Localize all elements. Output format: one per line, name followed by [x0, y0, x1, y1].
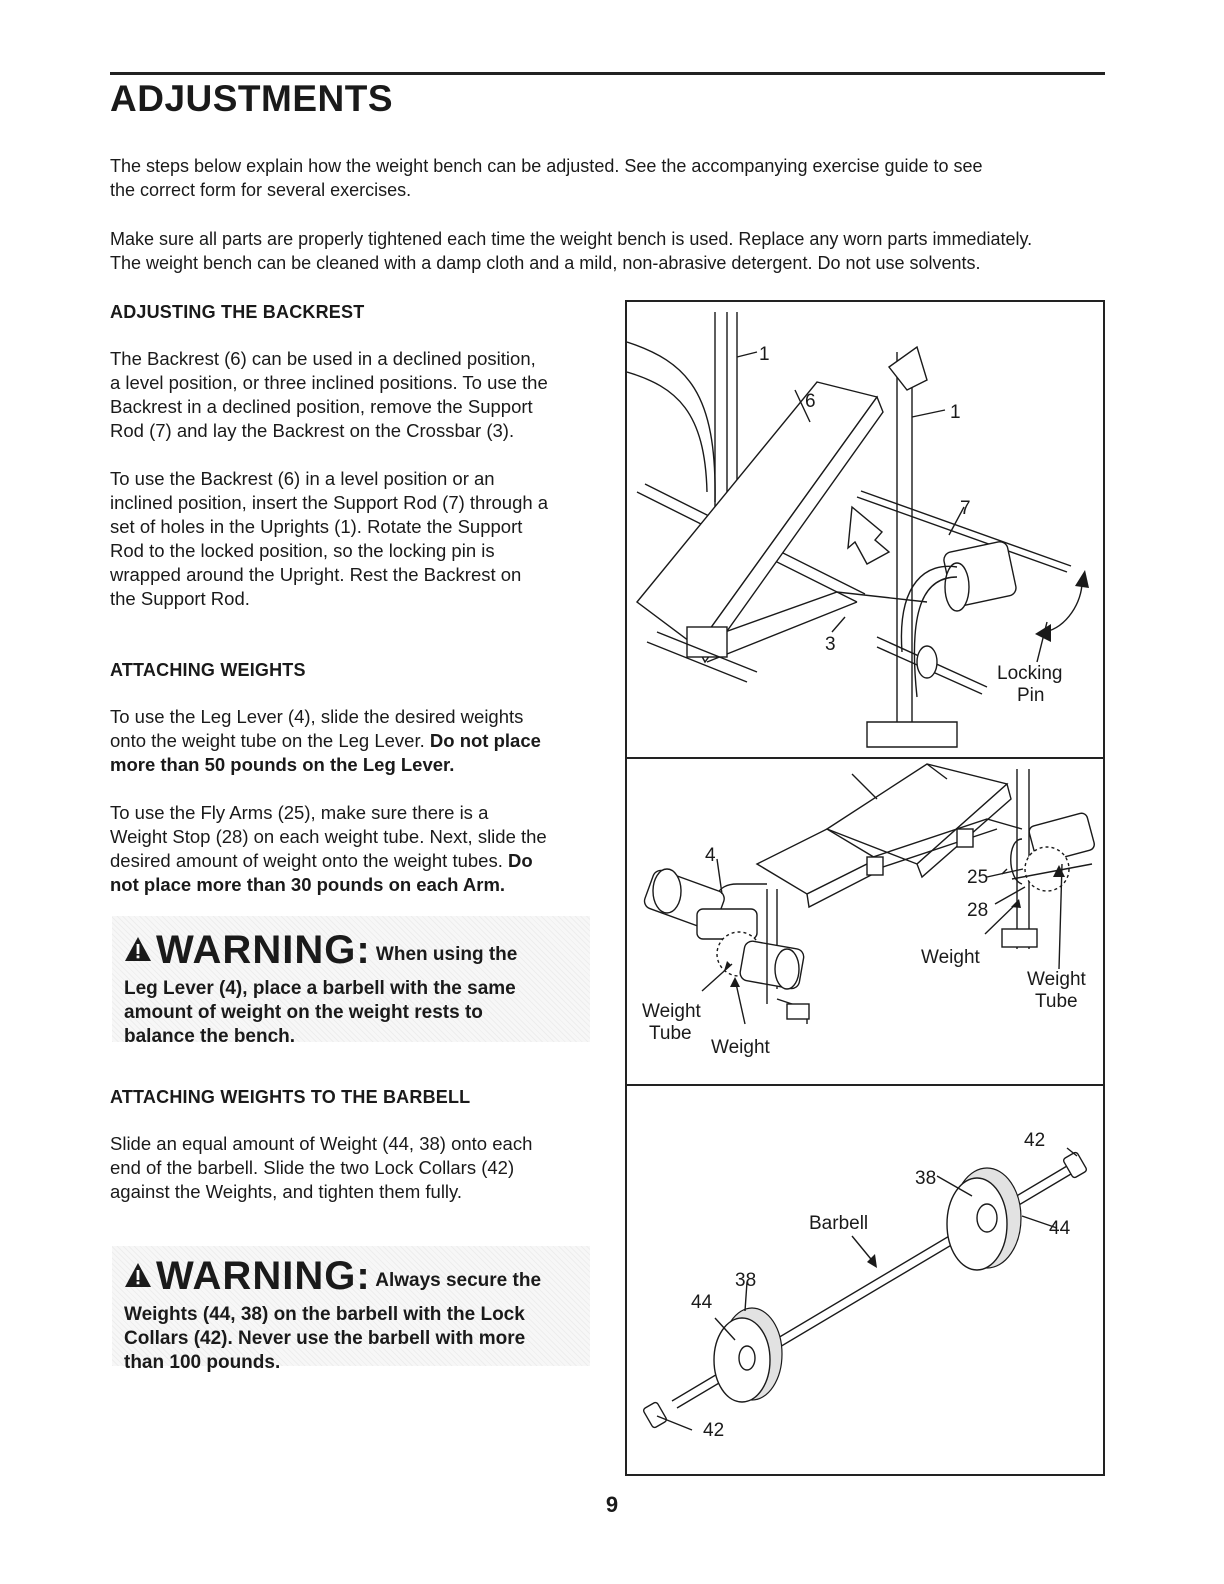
text-line: Weight Stop (28) on each weight tube. Next, slide the [110, 826, 547, 847]
intro-paragraph-1 [110, 154, 1100, 202]
part-label-28: 28 [967, 900, 989, 921]
part-label-3: 3 [825, 634, 836, 655]
text-line: onto the weight tube on the Leg Lever. [110, 730, 425, 751]
weights-heading: ATTACHING WEIGHTS [110, 660, 306, 680]
part-label-4: 4 [705, 845, 716, 866]
text-line: Rod (7) and lay the Backrest on the Crossbar (3). [110, 420, 515, 441]
caution-text: not place more than 30 pounds on each Arm. [110, 874, 506, 895]
text-line: against the Weights, and tighten them fully. [110, 1181, 463, 1202]
warning-box-barbell [112, 1246, 590, 1373]
leg-lever-illustration [627, 759, 1103, 1084]
part-label-42: 42 [1024, 1130, 1046, 1151]
backrest-illustration [627, 302, 1103, 757]
intro-line: The steps below explain how the weight bench can be adjusted. See the accompanying exercise guide to see [110, 156, 983, 176]
part-label-6: 6 [805, 391, 816, 412]
text-line: Slide an equal amount of Weight (44, 38) onto each [110, 1133, 533, 1154]
barbell-label: Barbell [809, 1213, 869, 1234]
intro-line: The weight bench can be cleaned with a damp cloth and a mild, non-abrasive detergent. Do not use solvents. [110, 253, 981, 273]
backrest-paragraph-2 [110, 467, 590, 611]
part-label-1: 1 [950, 402, 961, 423]
text-line: Rod to the locked position, so the locking pin is [110, 540, 495, 561]
title-rule [110, 72, 1105, 75]
barbell-paragraph [110, 1132, 590, 1204]
page-number: 9 [605, 1492, 619, 1517]
intro-line: the correct form for several exercises. [110, 180, 412, 200]
text-line: desired amount of weight onto the weight tubes. [110, 850, 503, 871]
weights-paragraph-1 [110, 705, 590, 777]
text-line: To use the Fly Arms (25), make sure there is a [110, 802, 489, 823]
part-label-38: 38 [915, 1168, 937, 1189]
warning-title-line [124, 930, 590, 977]
warning-text: than 100 pounds. [124, 1352, 281, 1373]
weight-tube-label: Weight [1027, 969, 1086, 990]
locking-pin-label: Pin [1017, 685, 1045, 706]
page-title: ADJUSTMENTS [110, 78, 394, 119]
warning-text: Always secure the [375, 1270, 542, 1291]
barbell-section [110, 1087, 590, 1204]
text-line: wrapped around the Upright. Rest the Backrest on [110, 564, 522, 585]
text-line: Backrest in a declined position, remove the Support [110, 396, 533, 417]
warning-word: WARNING: [156, 1254, 371, 1298]
part-label-38: 38 [735, 1270, 757, 1291]
lock-collar-icon [1063, 1151, 1088, 1178]
weight-tube-label: Tube [649, 1023, 692, 1044]
warning-word: WARNING: [156, 928, 371, 972]
barbell-rest-icon [889, 347, 927, 390]
part-label-7: 7 [960, 498, 971, 519]
backrest-paragraph-1 [110, 347, 590, 443]
part-label-44: 44 [1049, 1218, 1071, 1239]
weights-paragraph-2 [110, 801, 590, 897]
weight-label: Weight [921, 947, 980, 968]
text-line: inclined position, insert the Support Rod (7) through a [110, 492, 549, 513]
barbell-heading: ATTACHING WEIGHTS TO THE BARBELL [110, 1087, 471, 1107]
warning-triangle-icon [124, 1262, 152, 1303]
down-arrow-icon [848, 507, 889, 564]
warning-text: amount of weight on the weight rests to [124, 1002, 483, 1023]
warning-box-leg-lever [112, 916, 590, 1047]
part-label-1: 1 [759, 344, 770, 365]
weights-section [110, 660, 590, 897]
text-line: To use the Backrest (6) in a level position or an [110, 468, 495, 489]
warning-text: balance the bench. [124, 1026, 296, 1047]
part-label-42: 42 [703, 1420, 725, 1441]
intro-paragraph-2 [110, 227, 1100, 275]
part-label-44: 44 [691, 1292, 713, 1313]
text-line: To use the Leg Lever (4), slide the desired weights [110, 706, 524, 727]
text-line: end of the barbell. Slide the two Lock Collars (42) [110, 1157, 515, 1178]
warning-text: Weights (44, 38) on the barbell with the Lock [124, 1304, 525, 1325]
caution-text: more than 50 pounds on the Leg Lever. [110, 754, 455, 775]
weight-label: Weight [711, 1037, 770, 1058]
lock-collar-icon [643, 1401, 668, 1428]
warning-text: When using the [375, 944, 518, 965]
backrest-heading: ADJUSTING THE BACKREST [110, 302, 365, 322]
backrest-section [110, 302, 590, 611]
text-line: the Support Rod. [110, 588, 250, 609]
weight-tube-label: Tube [1035, 991, 1078, 1012]
warning-text: Leg Lever (4), place a barbell with the same [124, 978, 516, 999]
text-line: a level position, or three inclined positions. To use the [110, 372, 548, 393]
warning-title-line [124, 1256, 590, 1303]
rotate-arrow-icon [1075, 570, 1089, 588]
warning-triangle-icon [124, 936, 152, 977]
text-line: set of holes in the Uprights (1). Rotate the Support [110, 516, 523, 537]
part-label-25: 25 [967, 867, 989, 888]
locking-pin-label: Locking [997, 663, 1063, 684]
intro-line: Make sure all parts are properly tightened each time the weight bench is used. Replace any worn parts immediately. [110, 229, 1033, 249]
weight-tube-label: Weight [642, 1001, 701, 1022]
text-line: The Backrest (6) can be used in a declined position, [110, 348, 536, 369]
caution-text: Do [508, 850, 533, 871]
caution-text: Do not place [429, 730, 541, 751]
warning-text: Collars (42). Never use the barbell with more [124, 1328, 526, 1349]
barbell-illustration [627, 1086, 1103, 1474]
